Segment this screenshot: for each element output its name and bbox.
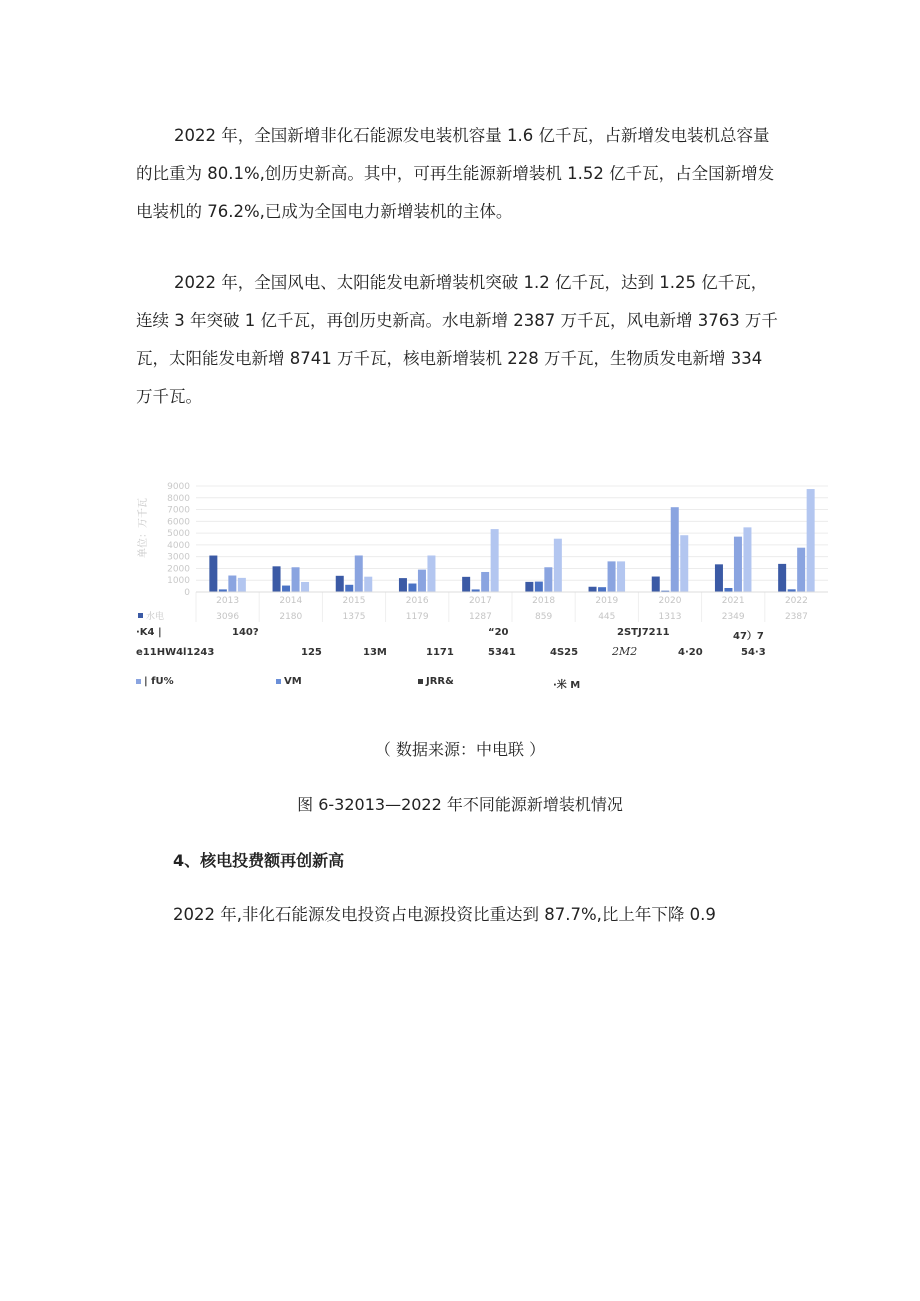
table-legend-swatch: [138, 613, 143, 618]
legend-label: JRR&: [426, 676, 454, 687]
bar-水电-2020: [652, 577, 660, 592]
bar-太阳能发电-2018: [554, 539, 562, 592]
garbled-text: 125: [301, 647, 322, 658]
table-cell: 2180: [279, 612, 303, 622]
paragraph-line: 连续 3 年突破 1 亿千瓦，再创历史新高。水电新增 2387 万千瓦，风电新增 3763 万千: [136, 311, 778, 330]
bar-太阳能发电-2020: [680, 535, 688, 592]
data-source-caption: （ 数据来源：中电联 ）: [374, 740, 546, 759]
y-tick-label: 9000: [167, 482, 190, 492]
chart-bars: [209, 489, 814, 592]
garbled-text: 47）7: [733, 631, 764, 642]
garbled-text: 4S25: [550, 647, 579, 658]
bar-核电-2019: [598, 587, 606, 592]
bar-太阳能发电-2017: [491, 529, 499, 592]
bar-水电-2014: [273, 566, 281, 592]
paragraph-line: 万千瓦。: [136, 387, 202, 406]
y-tick-label: 5000: [167, 529, 190, 540]
y-tick-label: 8000: [167, 493, 190, 504]
garbled-text: 4·20: [678, 647, 703, 658]
figure-caption: 图 6-32013—2022 年不同能源新增装机情况: [297, 795, 623, 814]
garbled-text: 1171: [426, 647, 454, 658]
y-tick-label: 1000: [167, 576, 190, 587]
bar-水电-2015: [336, 576, 344, 592]
bar-水电-2019: [589, 587, 597, 592]
y-tick-label: 0: [184, 588, 190, 598]
garbled-text: e11HW4l1243: [136, 647, 215, 658]
garbled-text: 2M2: [612, 645, 638, 658]
bar-水电-2022: [778, 564, 786, 592]
bar-风电-2019: [608, 561, 616, 592]
legend-item: [136, 676, 174, 687]
bar-核电-2021: [724, 588, 732, 592]
bar-太阳能发电-2013: [238, 578, 246, 592]
table-cell: 445: [598, 612, 616, 622]
bar-核电-2018: [535, 582, 543, 592]
bar-核电-2014: [282, 586, 290, 592]
bar-风电-2013: [228, 576, 236, 592]
y-axis-ticks: [167, 482, 190, 598]
x-tick-label: 2017: [468, 596, 492, 606]
table-cell: 3096: [216, 612, 240, 622]
bar-水电-2013: [209, 556, 217, 592]
bar-太阳能发电-2019: [617, 561, 625, 592]
legend-label: | fU%: [144, 676, 174, 687]
table-cell: 1313: [658, 612, 682, 622]
table-row-label: 水电: [146, 612, 165, 622]
garbled-text: 5341: [488, 647, 516, 658]
x-tick-label: 2019: [595, 596, 619, 606]
bar-核电-2016: [408, 584, 416, 592]
legend-item: [276, 676, 302, 687]
bar-风电-2021: [734, 537, 742, 592]
bar-风电-2020: [671, 507, 679, 592]
legend-label: ·米 M: [553, 680, 581, 691]
table-cell: 1375: [342, 612, 366, 622]
legend-swatch: [136, 679, 141, 684]
legend-swatch: [276, 679, 281, 684]
garbled-text: ·K4 |: [136, 627, 162, 638]
bar-太阳能发电-2021: [743, 527, 751, 592]
garbled-text: 13M: [363, 647, 387, 658]
y-tick-label: 3000: [167, 552, 190, 563]
bar-水电-2017: [462, 577, 470, 592]
y-tick-label: 6000: [167, 517, 190, 528]
chart-svg: [136, 478, 836, 628]
bar-水电-2016: [399, 578, 407, 592]
section-heading: 4、核电投费额再创新高: [173, 851, 345, 870]
table-cell: 1179: [405, 612, 429, 622]
bar-风电-2022: [797, 548, 805, 592]
capacity-chart: [136, 478, 836, 693]
x-tick-label: 2015: [342, 596, 366, 606]
x-tick-label: 2020: [658, 596, 682, 606]
x-tick-label: 2022: [784, 596, 808, 606]
bar-风电-2014: [292, 567, 300, 592]
bar-风电-2015: [355, 555, 363, 592]
garbled-text: 54·3: [741, 647, 766, 658]
bar-核电-2015: [345, 585, 353, 592]
garbled-text: 2STJ7211: [617, 627, 670, 638]
bar-水电-2021: [715, 564, 723, 592]
table-cell: 859: [535, 612, 553, 622]
bar-风电-2018: [544, 567, 552, 592]
garbled-text: “20: [488, 627, 509, 638]
table-cell: 2349: [721, 612, 745, 622]
bar-风电-2016: [418, 570, 426, 592]
bar-太阳能发电-2022: [807, 489, 815, 592]
bar-太阳能发电-2015: [364, 577, 372, 592]
garbled-text: 140?: [232, 627, 259, 638]
y-tick-label: 4000: [167, 540, 190, 551]
bar-水电-2018: [525, 582, 533, 592]
paragraph-1: [136, 117, 786, 231]
paragraph-line: 2022 年，全国新增非化石能源发电装机容量 1.6 亿千瓦，占新增发电装机总容量: [174, 126, 770, 145]
paragraph-2: [136, 264, 786, 416]
y-tick-label: 7000: [167, 505, 190, 516]
legend-label: VM: [284, 676, 302, 687]
bar-太阳能发电-2014: [301, 582, 309, 592]
bar-太阳能发电-2016: [427, 555, 435, 592]
paragraph-3: 2022 年,非化石能源发电投资占电源投资比重达到 87.7%,比上年下降 0.9: [173, 905, 716, 924]
chart-data-table: [138, 610, 808, 622]
table-cell: 1287: [468, 612, 492, 622]
legend-item: [418, 676, 454, 687]
y-axis-label: 单位：万千瓦: [138, 498, 149, 558]
paragraph-line: 电装机的 76.2%,已成为全国电力新增装机的主体。: [136, 202, 513, 221]
paragraph-line: 瓦，太阳能发电新增 8741 万千瓦，核电新增装机 228 万千瓦，生物质发电新增 334: [136, 349, 763, 368]
y-tick-label: 2000: [167, 564, 190, 575]
legend-item: [553, 676, 580, 691]
paragraph-line: 的比重为 80.1%,创历史新高。其中，可再生能源新增装机 1.52 亿千瓦，占全国新增发: [136, 164, 775, 183]
x-tick-label: 2021: [721, 596, 745, 606]
x-tick-label: 2018: [532, 596, 556, 606]
x-tick-label: 2014: [279, 596, 303, 606]
x-tick-label: 2013: [216, 596, 240, 606]
legend-swatch: [418, 679, 423, 684]
chart-grid: [196, 486, 828, 592]
paragraph-line: 2022 年，全国风电、太阳能发电新增装机突破 1.2 亿千瓦，达到 1.25 亿千瓦，: [174, 273, 768, 292]
table-cell: 2387: [784, 612, 808, 622]
bar-风电-2017: [481, 572, 489, 592]
x-tick-label: 2016: [405, 596, 429, 606]
